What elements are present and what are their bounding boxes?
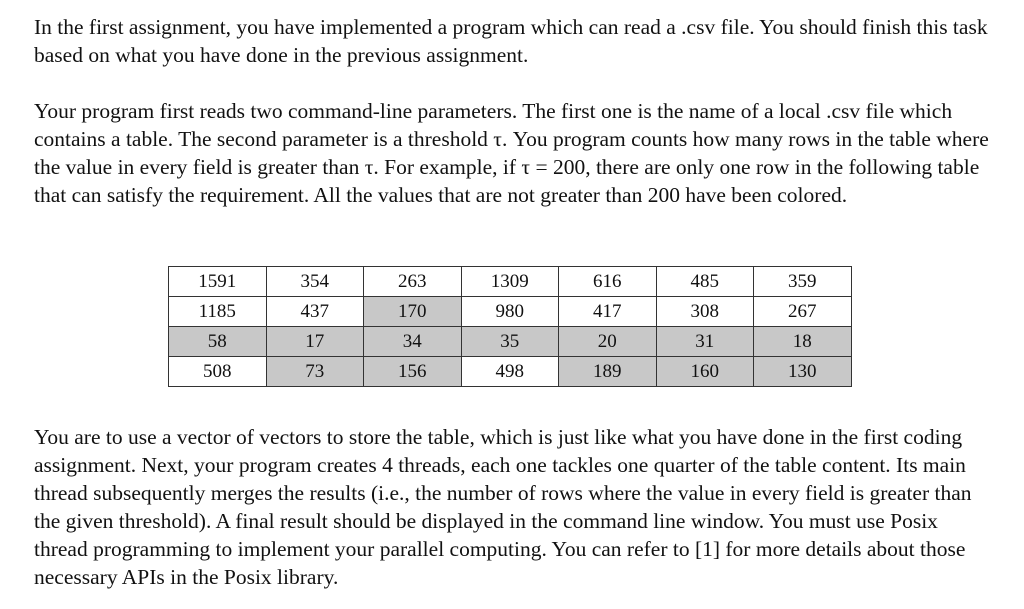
- table-cell: 485: [656, 267, 754, 297]
- table-cell: 616: [559, 267, 657, 297]
- table-cell: 498: [461, 357, 559, 387]
- table-cell: 1309: [461, 267, 559, 297]
- table-cell: 58: [169, 327, 267, 357]
- table-cell: 354: [266, 267, 364, 297]
- example-table: [168, 266, 852, 387]
- table-cell: 156: [364, 357, 462, 387]
- table-cell: 31: [656, 327, 754, 357]
- table-cell: 1185: [169, 297, 267, 327]
- table-row: [169, 327, 852, 357]
- table-row: [169, 267, 852, 297]
- table-cell: 1591: [169, 267, 267, 297]
- table-cell: 130: [754, 357, 852, 387]
- table-cell: 308: [656, 297, 754, 327]
- table-cell: 20: [559, 327, 657, 357]
- table-cell: 359: [754, 267, 852, 297]
- table-cell: 34: [364, 327, 462, 357]
- requirements-paragraph: Your program first reads two command-line parameters. The first one is the name of a local .csv file which contains a table. The second parameter is a threshold τ. You program counts how many rows in the table where the value in every field is greater than τ. For example, if τ = 200, there are only one row in the following table that can satisfy the requirement. All the values that are not greater than 200 have been colored.: [34, 99, 989, 207]
- table-cell: 263: [364, 267, 462, 297]
- table-cell: 35: [461, 327, 559, 357]
- table-cell: 417: [559, 297, 657, 327]
- table-cell: 170: [364, 297, 462, 327]
- intro-paragraph: In the first assignment, you have implemented a program which can read a .csv file. You should finish this task based on what you have done in the previous assignment.: [34, 15, 988, 67]
- table-cell: 73: [266, 357, 364, 387]
- table-cell: 437: [266, 297, 364, 327]
- table-row: [169, 297, 852, 327]
- table-cell: 980: [461, 297, 559, 327]
- table-cell: 17: [266, 327, 364, 357]
- implementation-paragraph: You are to use a vector of vectors to store the table, which is just like what you have done in the first coding assignment. Next, your program creates 4 threads, each one tackles one quarter of the table content. Its main thread subsequently merges the results (i.e., the number of rows where the value in every field is greater than the given threshold). A final result should be displayed in the command line window. You must use Posix thread programming to implement your parallel computing. You can refer to [1] for more details about those necessary APIs in the Posix library.: [34, 425, 972, 589]
- table-cell: 189: [559, 357, 657, 387]
- table-cell: 267: [754, 297, 852, 327]
- table-cell: 160: [656, 357, 754, 387]
- table-cell: 508: [169, 357, 267, 387]
- table-cell: 18: [754, 327, 852, 357]
- table-row: [169, 357, 852, 387]
